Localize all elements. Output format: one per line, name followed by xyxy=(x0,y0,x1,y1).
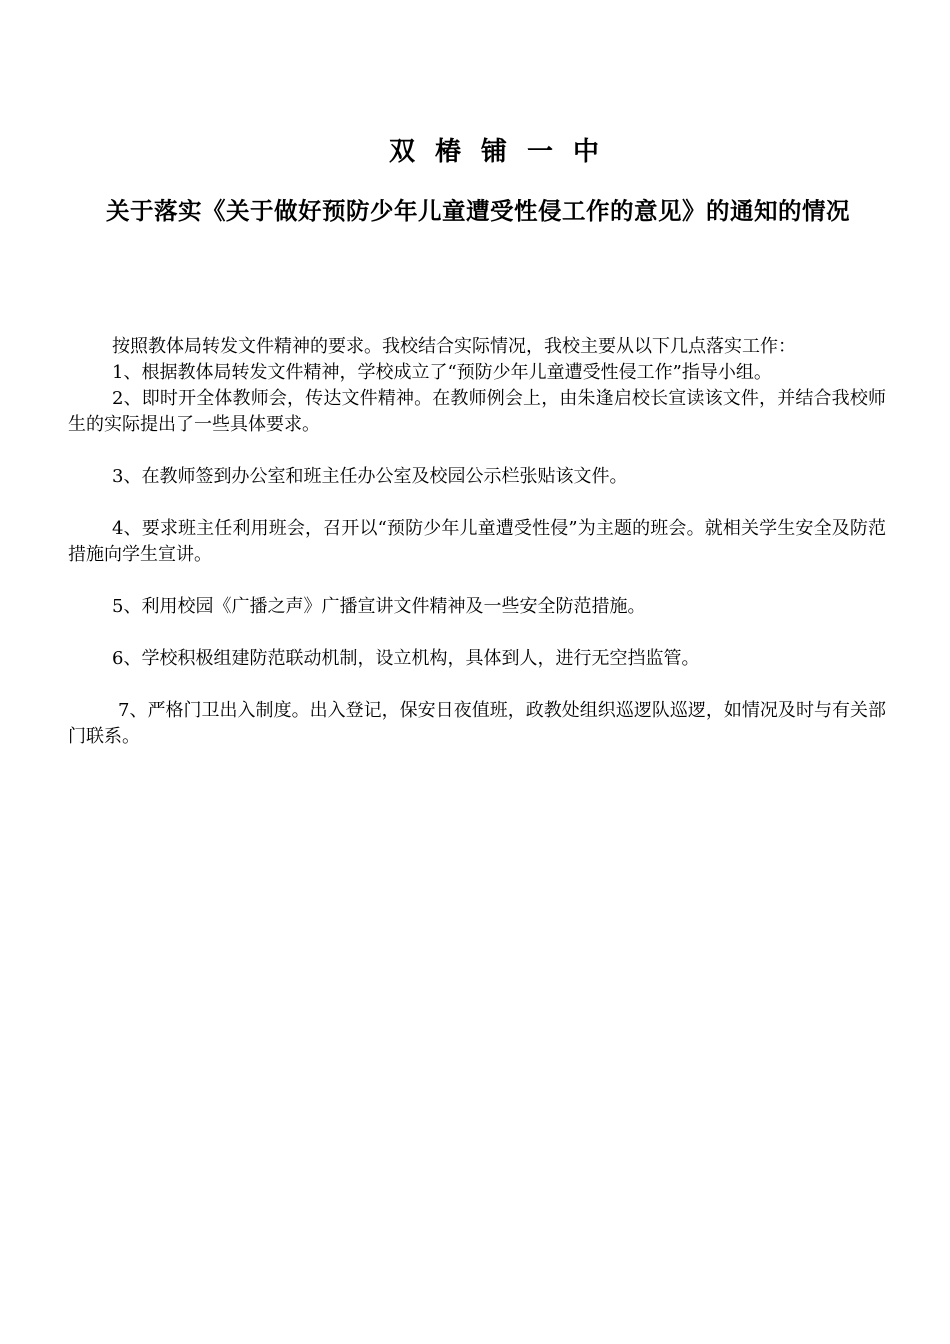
school-name-heading: 双椿铺一中 xyxy=(388,137,619,167)
paragraph-item-7: 7、严格门卫出入制度。出入登记，保安日夜值班，政教处组织巡逻队巡逻，如情况及时与有关部门联系。 xyxy=(68,700,886,747)
paragraph-item-2: 2、即时开全体教师会，传达文件精神。在教师例会上，由朱逢启校长宣读该文件，并结合我校师生的实际提出了一些具体要求。 xyxy=(68,388,886,435)
paragraph-item-3: 3、在教师签到办公室和班主任办公室及校园公示栏张贴该文件。 xyxy=(112,466,628,487)
paragraph-item-1: 1、根据教体局转发文件精神，学校成立了“预防少年儿童遭受性侵工作”指导小组。 xyxy=(112,362,772,383)
document-body xyxy=(68,334,886,750)
document-title: 关于落实《关于做好预防少年儿童遭受性侵工作的意见》的通知的情况 xyxy=(106,197,850,225)
paragraph-item-4: 4、要求班主任利用班会，召开以“预防少年儿童遭受性侵”为主题的班会。就相关学生安全及防范措施向学生宣讲。 xyxy=(68,518,886,565)
paragraph-intro: 按照教体局转发文件精神的要求。我校结合实际情况，我校主要从以下几点落实工作： xyxy=(112,336,796,357)
paragraph-item-6: 6、学校积极组建防范联动机制，设立机构，具体到人，进行无空挡监管。 xyxy=(112,648,700,669)
paragraph-item-5: 5、利用校园《广播之声》广播宣讲文件精神及一些安全防范措施。 xyxy=(112,596,646,617)
